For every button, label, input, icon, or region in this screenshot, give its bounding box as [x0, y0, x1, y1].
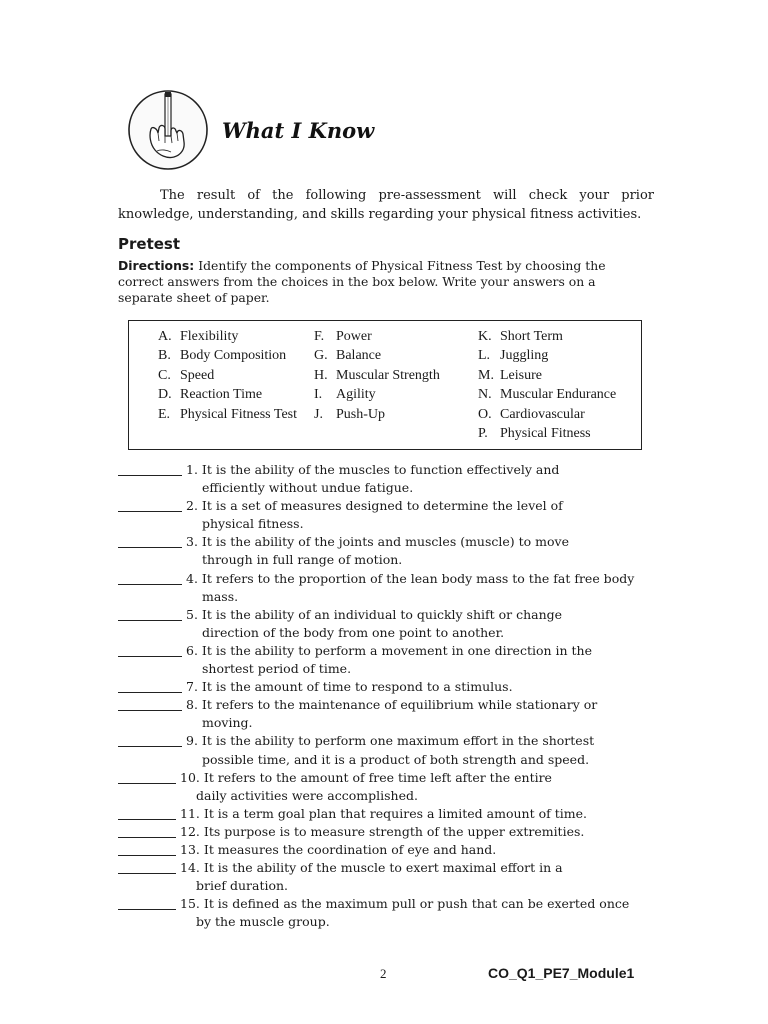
question-item: [118, 461, 658, 497]
question-text-continued: direction of the body from one point to another.: [202, 624, 505, 640]
choice-item: [158, 385, 297, 404]
question-text: It is a set of measures designed to determine the level of: [201, 498, 563, 514]
question-number: 8.: [186, 697, 198, 713]
answer-blank[interactable]: [118, 895, 176, 910]
question-text: It is the ability of the joints and muscles (muscle) to move: [201, 534, 570, 550]
question-list: [118, 461, 658, 931]
question-item: [118, 606, 658, 642]
question-text-continued: physical fitness.: [202, 516, 304, 532]
choice-letter: P.: [478, 425, 488, 441]
choice-text: Speed: [180, 367, 215, 383]
choices-column-3: [478, 327, 616, 443]
choice-text: Reaction Time: [180, 387, 263, 403]
choice-item: [158, 346, 297, 365]
choice-item: [314, 327, 440, 346]
question-item: [118, 642, 658, 678]
choice-letter: J.: [314, 406, 323, 422]
choice-item: [314, 346, 440, 365]
module-code: CO_Q1_PE7_Module1: [488, 965, 635, 981]
choice-text: Muscular Endurance: [500, 387, 617, 403]
question-text: It refers to the proportion of the lean body mass to the fat free body: [201, 570, 635, 586]
question-item: [118, 805, 658, 823]
question-text-continued: efficiently without undue fatigue.: [202, 480, 414, 496]
question-item: [118, 678, 658, 696]
pretest-heading: Pretest: [118, 235, 181, 253]
choice-item: [314, 405, 440, 424]
question-text: It is the amount of time to respond to a stimulus.: [201, 679, 513, 695]
choice-text: Push-Up: [336, 406, 386, 422]
choice-text: Juggling: [500, 348, 549, 364]
choice-text: Muscular Strength: [336, 367, 440, 383]
choices-box: [128, 320, 642, 450]
question-text: It measures the coordination of eye and hand.: [203, 841, 497, 857]
question-text-continued: by the muscle group.: [196, 914, 330, 930]
question-number: 15.: [180, 896, 200, 912]
question-text: It is defined as the maximum pull or push that can be exerted once: [203, 896, 630, 912]
choice-item: [158, 366, 297, 385]
answer-blank[interactable]: [118, 570, 182, 585]
directions-label: Directions:: [118, 258, 195, 273]
question-number: 14.: [180, 860, 200, 876]
choice-letter: C.: [158, 367, 171, 383]
directions-text: Identify the components of Physical Fitness Test by choosing the correct answers from the choices in the box below. Write your answers on a separate sheet of paper.: [118, 258, 606, 305]
intro-paragraph: [118, 186, 654, 224]
question-item: [118, 732, 658, 768]
question-text: Its purpose is to measure strength of the upper extremities.: [203, 823, 585, 839]
choice-text: Cardiovascular: [500, 406, 585, 422]
question-item: [118, 823, 658, 841]
question-number: 2.: [186, 498, 198, 514]
answer-blank[interactable]: [118, 769, 176, 784]
question-text: It refers to the amount of free time left after the entire: [203, 769, 552, 785]
answer-blank[interactable]: [118, 461, 182, 476]
question-item: [118, 570, 658, 606]
page-number: 2: [380, 966, 387, 981]
question-number: 12.: [180, 823, 200, 839]
answer-blank[interactable]: [118, 606, 182, 621]
choice-item: [478, 366, 616, 385]
choices-column-1: [158, 327, 297, 424]
answer-blank[interactable]: [118, 859, 176, 874]
choice-letter: M.: [478, 367, 494, 383]
choice-text: Power: [336, 329, 372, 344]
question-number: 4.: [186, 570, 198, 586]
question-item: [118, 769, 658, 805]
question-number: 3.: [186, 534, 198, 550]
section-title: What I Know: [222, 118, 375, 143]
question-text: It is the ability to perform a movement in one direction in the: [201, 642, 593, 658]
choice-letter: G.: [314, 348, 328, 364]
question-item: [118, 696, 658, 732]
question-text-continued: daily activities were accomplished.: [196, 787, 418, 803]
question-text: It is the ability of an individual to quickly shift or change: [201, 606, 563, 622]
question-item: [118, 859, 658, 895]
question-text-continued: through in full range of motion.: [202, 552, 403, 568]
choices-column-2: [314, 327, 440, 424]
choice-letter: O.: [478, 406, 492, 422]
choice-text: Physical Fitness: [500, 425, 591, 441]
choice-text: Short Term: [500, 329, 563, 344]
answer-blank[interactable]: [118, 732, 182, 747]
choice-letter: F.: [314, 329, 325, 344]
intro-text: The result of the following pre-assessment will check your prior knowledge, understanding, and skills regarding your physical fitness activities.: [118, 188, 654, 222]
choice-letter: H.: [314, 367, 328, 383]
question-item: [118, 497, 658, 533]
choice-letter: K.: [478, 329, 492, 344]
choice-letter: E.: [158, 406, 171, 422]
choice-letter: L.: [478, 348, 491, 364]
choice-text: Agility: [336, 387, 376, 403]
question-text-continued: moving.: [202, 715, 253, 731]
answer-blank[interactable]: [118, 696, 182, 711]
choice-item: [158, 327, 297, 346]
choice-text: Flexibility: [180, 329, 239, 344]
hand-holding-pencil-icon: [127, 89, 209, 171]
question-number: 9.: [186, 733, 198, 749]
question-number: 6.: [186, 642, 198, 658]
choice-item: [478, 327, 616, 346]
question-text: It is the ability of the muscles to function effectively and: [201, 462, 560, 477]
choice-item: [478, 385, 616, 404]
question-number: 7.: [186, 679, 198, 695]
choice-item: [314, 366, 440, 385]
choice-item: [478, 424, 616, 443]
choice-item: [158, 405, 297, 424]
choice-item: [314, 385, 440, 404]
question-text: It is the ability of the muscle to exert maximal effort in a: [203, 860, 563, 876]
question-text-continued: mass.: [202, 588, 239, 604]
answer-blank[interactable]: [118, 823, 176, 838]
answer-blank[interactable]: [118, 678, 182, 693]
question-item: [118, 895, 658, 931]
question-text: It is the ability to perform one maximum effort in the shortest: [201, 733, 595, 749]
question-number: 10.: [180, 769, 200, 785]
question-text: It is a term goal plan that requires a limited amount of time.: [203, 805, 587, 821]
answer-blank[interactable]: [118, 841, 176, 856]
question-text: It refers to the maintenance of equilibrium while stationary or: [201, 697, 598, 713]
question-text-continued: brief duration.: [196, 878, 289, 894]
answer-blank[interactable]: [118, 497, 182, 512]
answer-blank[interactable]: [118, 533, 182, 548]
choice-text: Body Composition: [180, 348, 287, 364]
question-item: [118, 841, 658, 859]
answer-blank[interactable]: [118, 805, 176, 820]
choice-text: Leisure: [500, 367, 542, 383]
question-number: 5.: [186, 606, 198, 622]
question-number: 13.: [180, 841, 200, 857]
choice-text: Physical Fitness Test: [180, 406, 297, 422]
choice-letter: N.: [478, 387, 492, 403]
answer-blank[interactable]: [118, 642, 182, 657]
choice-letter: I.: [314, 387, 323, 403]
choice-item: [478, 405, 616, 424]
directions: [118, 258, 654, 306]
choice-letter: A.: [158, 329, 172, 344]
question-text-continued: possible time, and it is a product of both strength and speed.: [202, 751, 590, 767]
choice-text: Balance: [336, 348, 382, 364]
question-number: 11.: [180, 805, 200, 821]
question-text-continued: shortest period of time.: [202, 661, 352, 677]
choice-item: [478, 346, 616, 365]
question-number: 1.: [186, 462, 198, 477]
question-item: [118, 533, 658, 569]
choice-letter: B.: [158, 348, 171, 364]
choice-letter: D.: [158, 387, 172, 403]
